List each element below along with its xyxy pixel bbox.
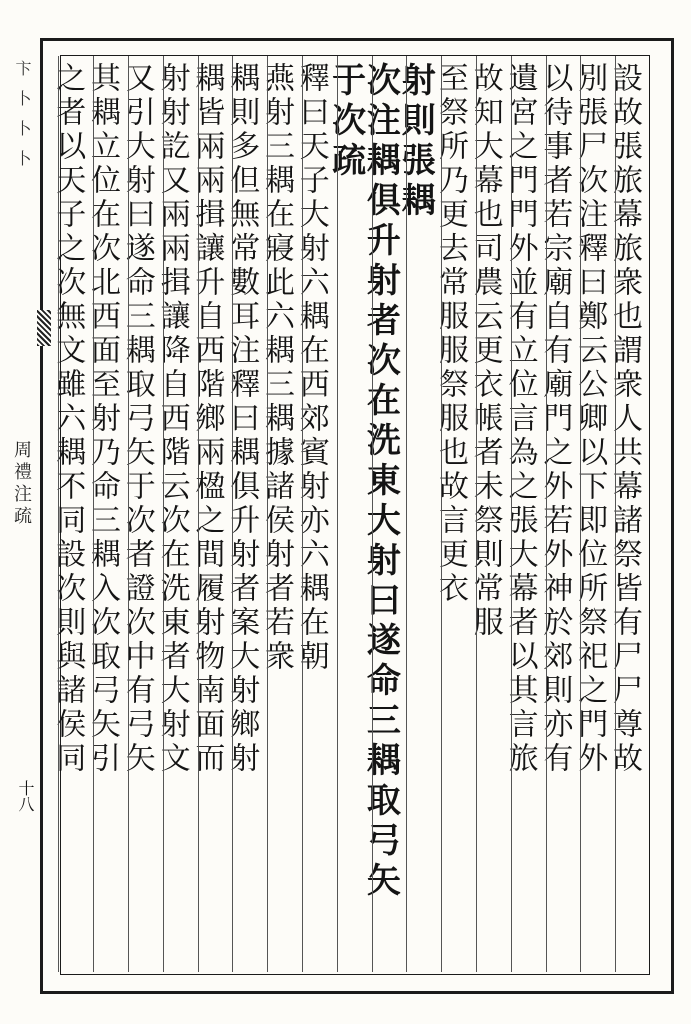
text-column: 射則張耦	[395, 62, 436, 222]
column-rule	[128, 56, 129, 972]
column-rule	[337, 56, 338, 972]
text-column: 又引大射曰遂命三耦取弓矢于次者證次中有弓矢	[119, 62, 155, 776]
text-column: 以待事者若宗廟自有廟門之外若外神於郊則亦有	[537, 62, 573, 776]
column-rule	[93, 56, 94, 972]
column-rule	[267, 56, 268, 972]
column-rule	[198, 56, 199, 972]
text-column: 耦皆兩兩揖讓升自西階鄉兩楹之間履射物南面而	[189, 62, 225, 776]
page-number: 十八	[16, 780, 35, 812]
column-rule	[441, 56, 442, 972]
text-column: 射射訖又兩兩揖讓降自西階云次在洗東者大射文	[154, 62, 190, 776]
text-column: 于次疏	[325, 62, 366, 182]
text-column: 故知大幕也司農云更衣帳者未祭則常服	[467, 62, 503, 640]
text-column: 設故張旅幕旅衆也謂衆人共幕諸祭皆有尸尸尊故	[606, 62, 642, 776]
margin-top-marks: 卞卜卜卜	[13, 60, 32, 180]
column-rule	[546, 56, 547, 972]
text-column: 別張尸次注釋曰鄭云公卿以下即位所祭祀之門外	[572, 62, 608, 776]
column-rule	[476, 56, 477, 972]
column-rule	[511, 56, 512, 972]
text-column: 釋曰天子大射六耦在西郊賓射亦六耦在朝	[293, 62, 329, 674]
column-rule	[372, 56, 373, 972]
column-rule	[232, 56, 233, 972]
text-column: 耦則多但無常數耳注釋曰耦俱升射者案大射鄉射	[224, 62, 260, 776]
column-rule	[163, 56, 164, 972]
column-rule	[615, 56, 616, 972]
column-rule	[580, 56, 581, 972]
text-column: 其耦立位在次北西面至射乃命三耦入次取弓矢引	[84, 62, 120, 776]
text-column: 次注耦俱升射者次在洗東大射曰遂命三耦取弓矢	[360, 62, 401, 902]
text-column: 至祭所乃更去常服服祭服也故言更衣	[432, 62, 468, 606]
column-rule	[58, 56, 59, 972]
column-rule	[406, 56, 407, 972]
column-rule	[302, 56, 303, 972]
text-column: 遺宮之門門外並有立位言為之張大幕者以其言旅	[502, 62, 538, 776]
text-column: 燕射三耦在寢此六耦三耦據諸侯射者若衆	[258, 62, 294, 674]
text-column: 之者以天子之次無文雖六耦不同設次則與諸侯同	[50, 62, 86, 776]
book-title: 周禮注疏	[11, 440, 32, 528]
